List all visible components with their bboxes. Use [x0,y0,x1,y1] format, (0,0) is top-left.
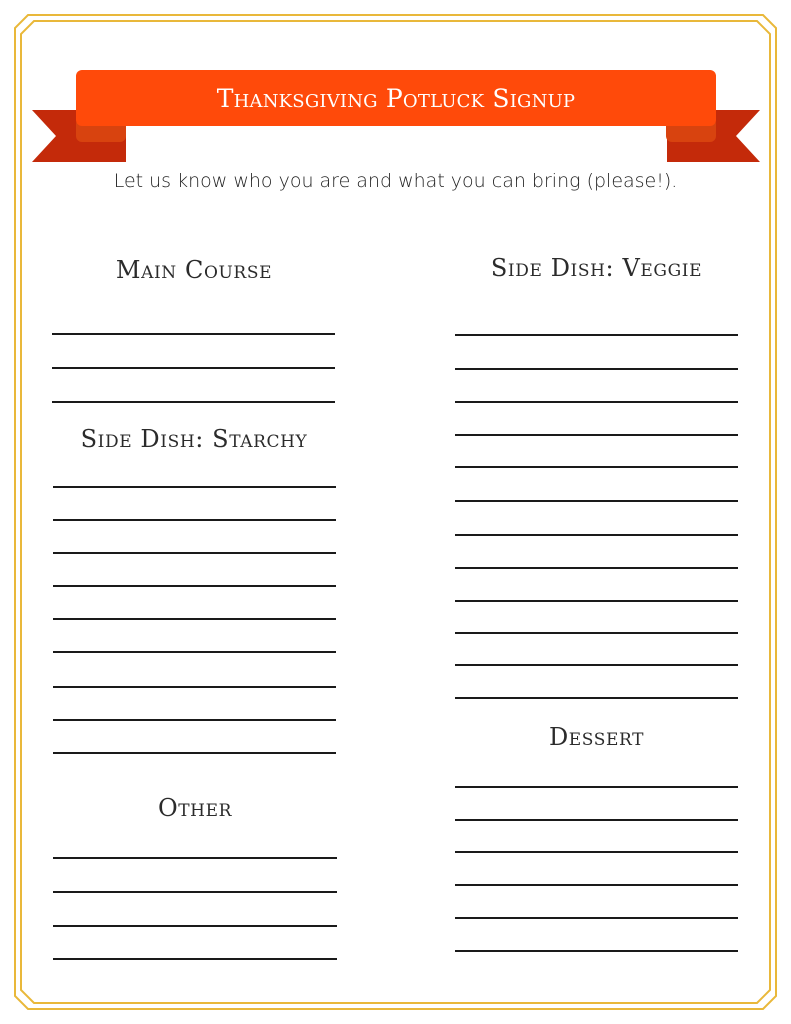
signup-line[interactable] [53,958,337,960]
signup-line[interactable] [53,486,336,488]
heading-side-veggie: Side Dish: Veggie [490,254,703,282]
signup-line[interactable] [455,697,738,699]
signup-line[interactable] [53,925,337,927]
heading-other: Other [157,794,233,822]
signup-line[interactable] [53,891,337,893]
signup-line[interactable] [455,567,738,569]
signup-line[interactable] [455,368,738,370]
signup-line[interactable] [455,334,738,336]
signup-line[interactable] [53,857,337,859]
banner-main [76,70,716,126]
heading-side-starchy: Side Dish: Starchy [80,425,308,453]
signup-line[interactable] [455,500,738,502]
signup-line[interactable] [52,367,335,369]
signup-line[interactable] [455,600,738,602]
signup-line[interactable] [52,333,335,335]
signup-line[interactable] [455,434,738,436]
signup-line[interactable] [455,917,738,919]
signup-line[interactable] [53,752,336,754]
signup-line[interactable] [455,950,738,952]
signup-line[interactable] [53,585,336,587]
signup-line[interactable] [455,884,738,886]
title-banner [0,0,791,170]
page-subtitle: Let us know who you are and what you can bring (please!). [113,170,678,192]
signup-line[interactable] [455,632,738,634]
signup-line[interactable] [455,851,738,853]
signup-line[interactable] [455,786,738,788]
signup-line[interactable] [53,651,336,653]
signup-line[interactable] [455,819,738,821]
heading-main-course: Main Course [115,256,273,284]
signup-line[interactable] [455,664,738,666]
signup-line[interactable] [52,401,335,403]
page-title: Thanksgiving Potluck Signup [216,83,576,113]
signup-line[interactable] [455,534,738,536]
signup-line[interactable] [53,618,336,620]
heading-dessert: Dessert [548,723,645,751]
signup-line[interactable] [53,686,336,688]
signup-line[interactable] [455,401,738,403]
signup-line[interactable] [455,466,738,468]
signup-line[interactable] [53,519,336,521]
signup-line[interactable] [53,719,336,721]
signup-line[interactable] [53,552,336,554]
